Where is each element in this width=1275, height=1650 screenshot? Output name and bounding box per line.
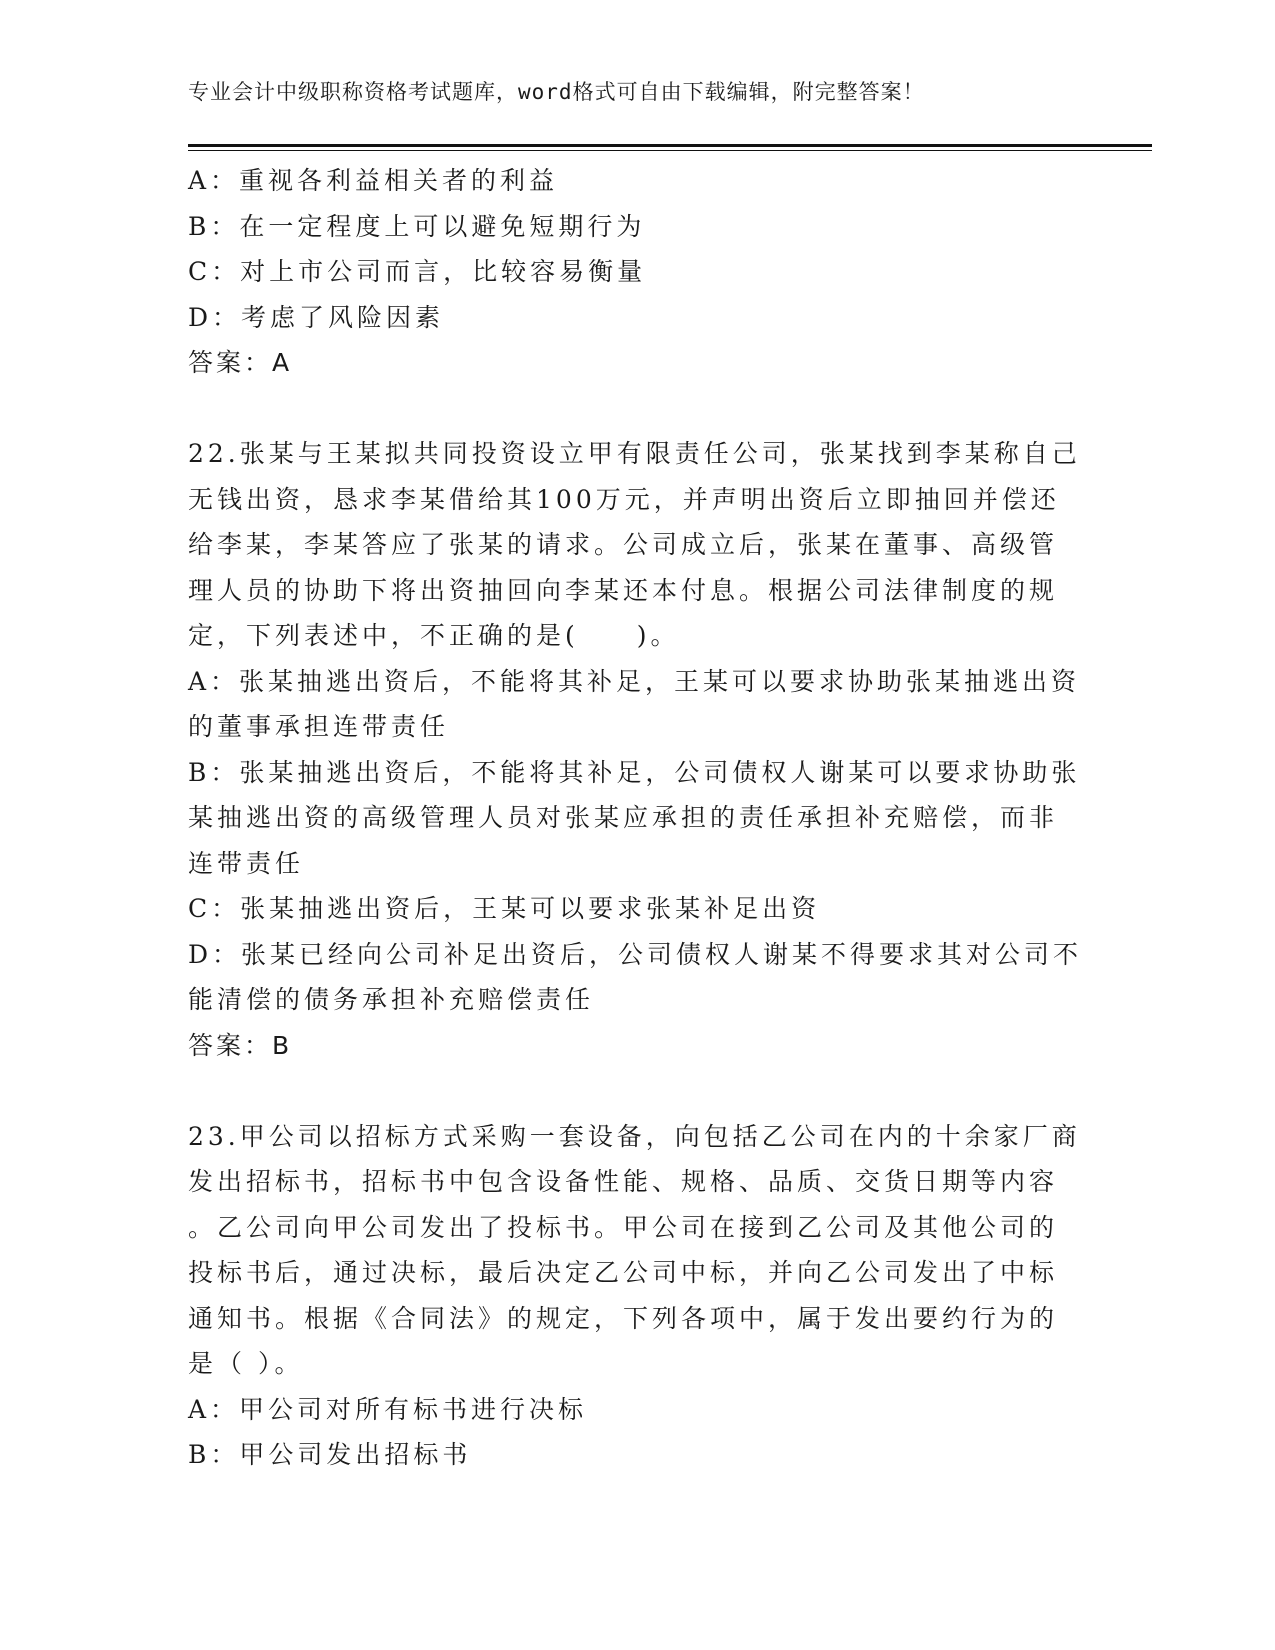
q23-stem-line: 。乙公司向甲公司发出了投标书。甲公司在接到乙公司及其他公司的 xyxy=(188,1212,1059,1242)
q22-option-c: C：张某抽逃出资后，王某可以要求张某补足出资 xyxy=(188,894,821,923)
q23-stem-line: 是（ ）。 xyxy=(188,1349,304,1378)
q23-stem-line: 投标书后，通过决标，最后决定乙公司中标，并向乙公司发出了中标 xyxy=(188,1258,1059,1287)
q21-option-b: B：在一定程度上可以避免短期行为 xyxy=(188,211,646,241)
spacer xyxy=(188,386,1088,432)
question-21 xyxy=(188,158,1088,386)
q21-option-c: C：对上市公司而言，比较容易衡量 xyxy=(188,257,647,286)
q21-option-d: D：考虑了风险因素 xyxy=(188,302,445,332)
q23-stem-line: 通知书。根据《合同法》的规定，下列各项中，属于发出要约行为的 xyxy=(188,1303,1059,1333)
q22-option-d: D：张某已经向公司补足出资后，公司债权人谢某不得要求其对公司不 xyxy=(188,939,1083,969)
q22-stem-line: 定，下列表述中，不正确的是( )。 xyxy=(188,621,680,650)
q22-stem-line: 理人员的协助下将出资抽回向李某还本付息。根据公司法律制度的规 xyxy=(188,575,1059,605)
q23-option-b: B：甲公司发出招标书 xyxy=(188,1440,472,1469)
q22-option-a-cont: 的董事承担连带责任 xyxy=(188,712,450,741)
q22-stem-line: 22.张某与王某拟共同投资设立甲有限责任公司，张某找到李某称自己 xyxy=(188,439,1081,468)
q22-option-b: B：张某抽逃出资后，不能将其补足，公司债权人谢某可以要求协助张 xyxy=(188,757,1081,787)
q22-option-d-cont: 能清偿的债务承担补充赔偿责任 xyxy=(188,985,595,1014)
q22-option-a: A：张某抽逃出资后，不能将其补足，王某可以要求协助张某抽逃出资 xyxy=(188,666,1081,696)
question-23 xyxy=(188,1114,1088,1478)
page-header: 专业会计中级职称资格考试题库，word格式可自由下载编辑，附完整答案！ xyxy=(188,80,925,104)
q21-option-a: A：重视各利益相关者的利益 xyxy=(188,166,559,195)
q21-answer: 答案：A xyxy=(188,348,293,377)
spacer xyxy=(188,1068,1088,1114)
q22-option-b-cont: 连带责任 xyxy=(188,848,305,878)
q22-option-b-cont: 某抽逃出资的高级管理人员对张某应承担的责任承担补充赔偿，而非 xyxy=(188,803,1059,832)
q23-stem-line: 发出招标书，招标书中包含设备性能、规格、品质、交货日期等内容 xyxy=(188,1167,1059,1196)
q22-answer: 答案：B xyxy=(188,1030,293,1060)
question-content xyxy=(188,158,1088,1478)
header-rule-thin xyxy=(188,150,1152,151)
q23-stem-line: 23.甲公司以招标方式采购一套设备，向包括乙公司在内的十余家厂商 xyxy=(188,1121,1081,1151)
q22-stem-line: 无钱出资，恳求李某借给其100万元，并声明出资后立即抽回并偿还 xyxy=(188,484,1060,514)
header-rule-thick xyxy=(188,144,1152,147)
q23-option-a: A：甲公司对所有标书进行决标 xyxy=(188,1394,588,1424)
q22-stem-line: 给李某，李某答应了张某的请求。公司成立后，张某在董事、高级管 xyxy=(188,530,1059,559)
question-22 xyxy=(188,431,1088,1068)
